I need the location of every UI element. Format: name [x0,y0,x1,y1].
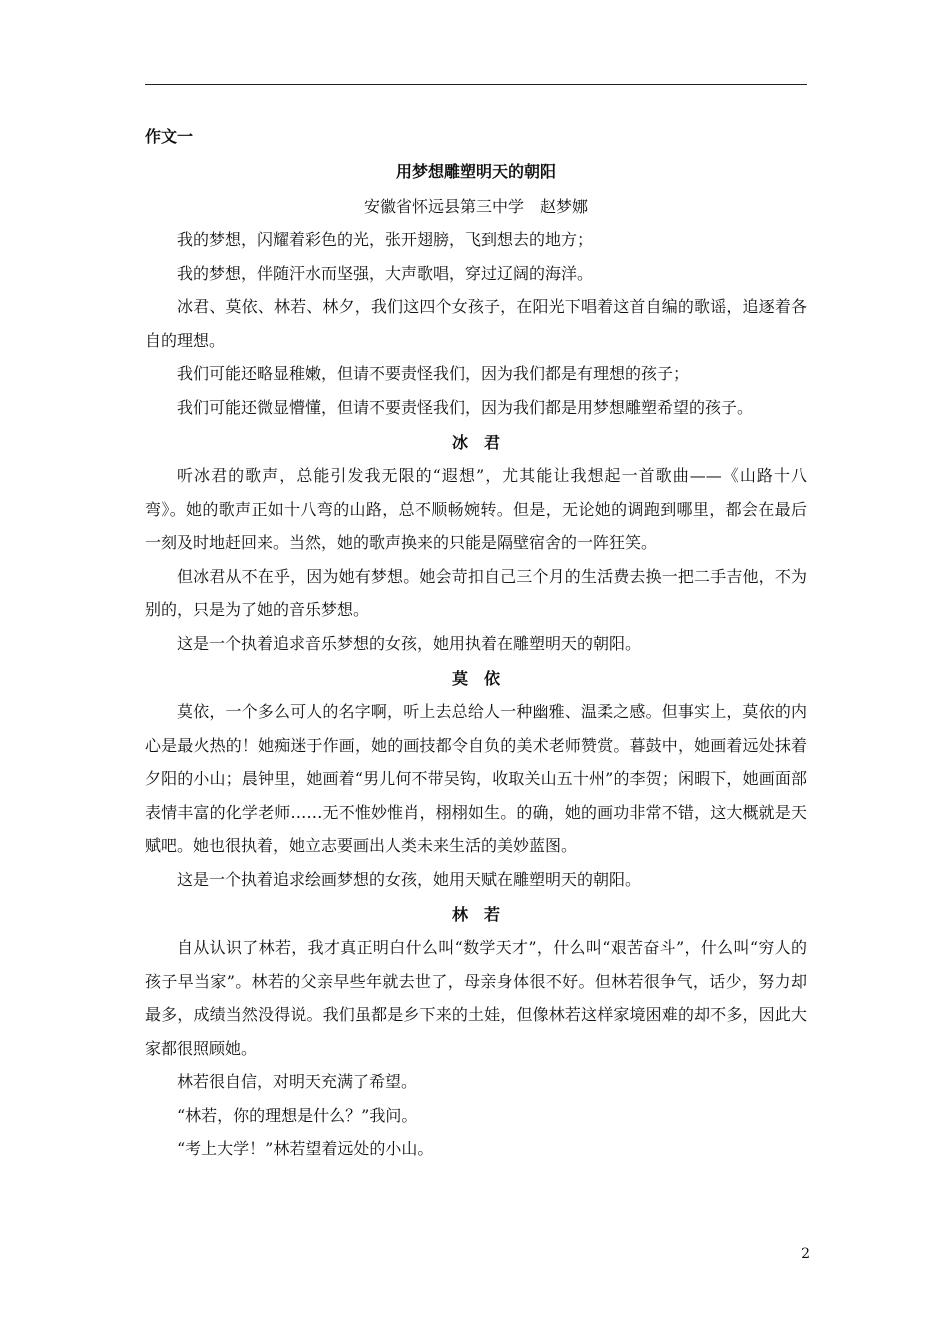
section-heading: 莫 依 [451,669,500,688]
essay-author: 安徽省怀远县第三中学 赵梦娜 [363,197,588,216]
paragraph: 这是一个执着追求音乐梦想的女孩，她用执着在雕塑明天的朝阳。 [177,633,642,653]
paragraph: 我们可能还微显懵懂，但请不要责怪我们，因为我们都是用梦想雕塑希望的孩子。 [177,397,754,417]
paragraph: 冰君、莫依、林若、林夕，我们这四个女孩子，在阳光下唱着这首自编的歌谣，追逐着各自的理想。 [145,297,807,350]
page-number: 2 [801,1246,810,1262]
essay-label: 作文一 [145,127,194,146]
paragraph: 我们可能还略显稚嫩，但请不要责怪我们，因为我们都是有理想的孩子； [177,364,690,383]
section-heading: 林 若 [451,905,500,924]
paragraph: “考上大学！”林若望着远处的小山。 [177,1139,434,1158]
paragraph: 林若很自信，对明天充满了希望。 [177,1072,418,1091]
paragraph: 我的梦想，伴随汗水而坚强，大声歌唱，穿过辽阔的海洋。 [177,263,594,283]
paragraph: 这是一个执着追求绘画梦想的女孩，她用天赋在雕塑明天的朝阳。 [177,869,642,889]
paragraph: 我的梦想，闪耀着彩色的光，张开翅膀，飞到想去的地方； [177,230,594,249]
paragraph: 自从认识了林若，我才真正明白什么叫“数学天才”，什么叫“艰苦奋斗”，什么叫“穷人的孩子早当家”。林若的父亲早些年就去世了，母亲身体很不好。但林若很争气，话少，努力却最多，成绩当然没得说。我们虽都是乡下来的土娃，但像林若这样家境困难的却不多，因此大家都很照顾她。 [145,938,807,1058]
header-rule [145,84,807,85]
section-heading: 冰 君 [451,433,500,452]
paragraph: 但冰君从不在乎，因为她有梦想。她会苛扣自己三个月的生活费去换一把二手吉他，不为别的，只是为了她的音乐梦想。 [145,566,807,619]
paragraph: 莫依，一个多么可人的名字啊，听上去总给人一种幽雅、温柔之感。但事实上，莫依的内心是最火热的！她痴迷于作画，她的画技都令自负的美术老师赞赏。暮鼓中，她画着远处抹着夕阳的小山；晨钟里，她画着“男儿何不带吴钩，收取关山五十州”的李贺；闲暇下，她画面部表情丰富的化学老师……无不惟妙惟肖，栩栩如生。的确，她的画功非常不错，这大概就是天赋吧。她也很执着，她立志要画出人类未来生活的美妙蓝图。 [145,702,807,855]
essay-title: 用梦想雕塑明天的朝阳 [395,162,556,181]
paragraph: “林若，你的理想是什么？”我问。 [177,1105,418,1125]
document-body [145,121,807,1166]
paragraph: 听冰君的歌声，总能引发我无限的“遐想”，尤其能让我想起一首歌曲——《山路十八弯》。她的歌声正如十八弯的山路，总不顺畅婉转。但是，无论她的调跑到哪里，都会在最后一刻及时地赶回来。当然，她的歌声换来的只能是隔壁宿舍的一阵狂笑。 [145,466,807,552]
